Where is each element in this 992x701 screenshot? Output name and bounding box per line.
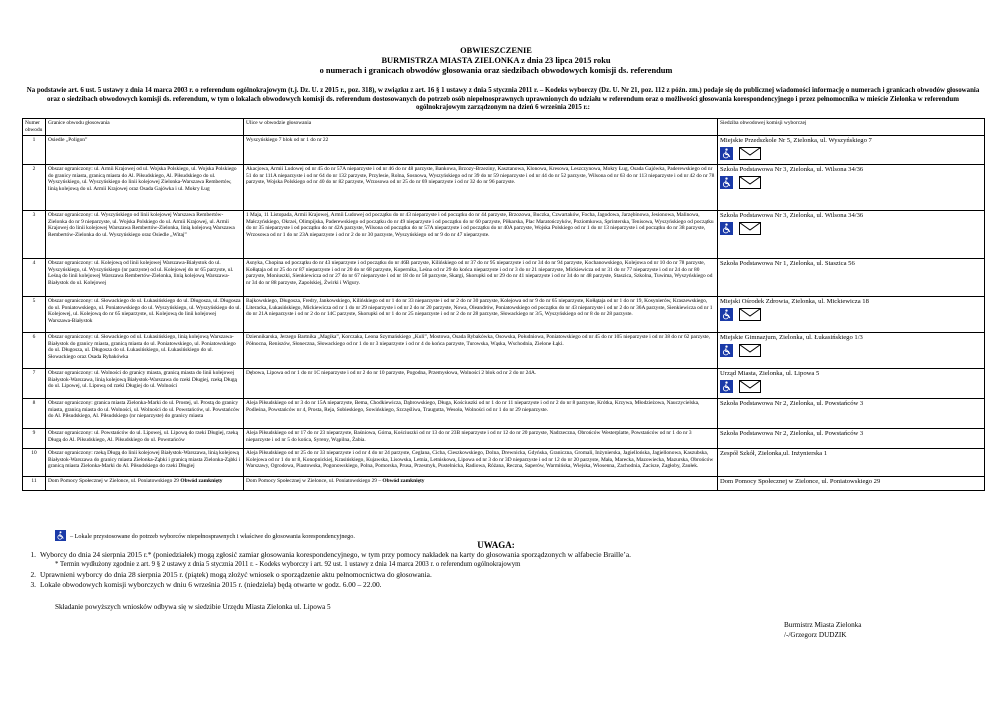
boundaries-text: Obszar ograniczony: ul. Armii Krajowej od ul. Wojska Polskiego, ul. Wojska Polskiego do granicy miasta, granicą miasta do Al. Piłsudskiego, Al. Piłsudskiego do ul. Wyszyńskiego, ul. Wyszyńskiego do linii kolejowej Zielonka-Warszawa Rembertów, linią kolejową do ul. Armii Krajowej oraz Osada Gajówka i ul. Mokry Ług — [48, 166, 237, 192]
closed-district-label: Obwód zamknięty — [382, 478, 425, 484]
district-number: 3 — [23, 211, 46, 259]
table-row — [23, 165, 985, 211]
seat-address: Miejski Ośrodek Zdrowia, Zielonka, ul. Mickiewicza 18 — [720, 298, 869, 305]
district-streets — [244, 369, 718, 399]
commission-seat — [718, 369, 985, 399]
seat-address: Szkoła Podstawowa Nr 3, Zielonka, ul. Wilsona 34/36 — [720, 166, 864, 173]
envelope-icon — [739, 344, 761, 360]
envelope-icon — [739, 147, 761, 163]
accessibility-icons — [720, 176, 982, 192]
district-number: 8 — [23, 399, 46, 429]
table-row — [23, 449, 985, 477]
streets-text: 1 Maja, 11 Listopada, Armii Krajowej, Armii Ludowej od początku do nr 43 nieparzyste i od początku do nr 44 parzyste, Brzozowa, Buczka, Czwartaków, Focha, Jagodowa, Jarzębinowa, Jesionowa, Malinowa, Małczyńskiego, Okrzei, Olimpijska, Paderewskiego od początku do nr 49 nieparzyste i od początku do nr 60 parzyste, Piłkarska, Plac Maratończyków, Poziomkowa, Sprinterska, Tenisowa, Wyszyńskiego od początku do nr 35 nieparzyste i od początku do nr 42A parzyste, Wilsona od początku do nr 57A nieparzyste i od początku do nr 40A parzyste, Wojska Polskiego od nr 1 do nr 13 nieparzyste i od początku do nr 38 parzyste, Wrzosowa od nr 1 do nr 23A nieparzyste i od nr 2 do nr 30 parzyste, Wyszyńskiego od nr 9 do nr 47 nieparzyste. — [246, 212, 714, 238]
table-header-row — [23, 119, 985, 136]
district-streets — [244, 297, 718, 333]
commission-seat — [718, 259, 985, 297]
seat-address: Szkoła Podstawowa Nr 3, Zielonka, ul. Wilsona 34/36 — [720, 212, 864, 219]
seat-address: Miejskie Przedszkole Nr 5, Zielonka, ul. Wyszyńskiego 7 — [720, 137, 872, 144]
seat-address: Szkoła Podstawowa Nr 2, Zielonka, ul. Powstańców 3 — [720, 400, 864, 407]
table-row — [23, 136, 985, 165]
note-number: 2. — [30, 570, 36, 579]
district-streets — [244, 136, 718, 165]
district-boundaries — [46, 429, 244, 449]
envelope-icon — [739, 380, 761, 396]
district-number: 5 — [23, 297, 46, 333]
table-row — [23, 333, 985, 369]
seat-address: Szkoła Podstawowa Nr 2, Zielonka, ul. Powstańców 3 — [720, 430, 864, 437]
streets-text: Bajkowskiego, Długosza, Fredry, Jankowskiego, Kilińskiego od nr 1 do nr 33 nieparzyste i od nr 2 do nr 30 parzyste, Kolejowa od nr 9 do nr 65 nieparzyste, Kołłątaja od nr 1 do nr 19, Kosynierów, Kraszewskiego, Literacka, Łukasińskiego, Mickiewicza od nr 1 do nr 29 nieparzyste i od nr 2 do nr 20 parzyste, Nowa, Oleandrów, Poniatowskiego od początku do nr 43 nieparzyste i od nr 2 do nr 36A parzyste, Sienkiewicza od nr 1 do nr 21A nieparzyste i od nr 2 do nr 14C parzyste, Skorupki od nr 1 do nr 25 nieparzyste i od nr 2 do nr 28 parzyste, Słowackiego nr 3/5, Wyszyńskiego od nr 8 do nr 28 parzyste. — [246, 298, 713, 317]
seat-address: Szkoła Podstawowa Nr 1, Zielonka, ul. Staszica 56 — [720, 260, 855, 267]
boundaries-text: Obszar ograniczony: rzeką Długą do linii kolejowej Białystok-Warszawa, linią kolejową Białystok-Warszawa do granicy miasta Zielonka-Ząbki i granicą miasta Zielonka-Ząbki i granicą miasta Zielonka-Marki do Al. Piłsudskiego do rzeki Długiej — [48, 450, 241, 469]
header-number: Numer obwodu — [23, 119, 46, 136]
header-boundaries: Granice obwodu głosowania — [46, 119, 244, 136]
district-number: 2 — [23, 165, 46, 211]
wheelchair-icon — [720, 308, 733, 324]
district-streets — [244, 259, 718, 297]
streets-text: Aleja Piłsudskiego od nr 3 do nr 15A nieparzyste, Bema, Chodkiewicza, Dąbrowskiego, Długa, Kościuszki od nr 1 do nr 11 nieparzyste i od nr 2 do nr 8 parzyste, Krótka, Krzywa, Młodzieżowa, Nauczycielska, Podleśna, Powstańców nr 4, Prosta, Reja, Sobieskiego, Sowińskiego, Szczęśliwa, Traugutta, Wesoła, Wolności od nr 1 do nr 29 nieparzyste. — [246, 400, 700, 413]
note-number: 3. — [30, 580, 36, 589]
boundaries-text: Obszar ograniczony: ul. Kolejową od linii kolejowej Warszawa-Białystok do ul. Wyszyńskiego, ul. Wyszyńskiego (nr parzyste) od ul. Kolejowej do nr 65 parzyste, ul. Leśną do linii kolejowej Warszawa Rembertów-Zielonka, linią kolejową Warszawa-Białystok do ul. Kolejowej — [48, 260, 234, 286]
note-item — [22, 580, 782, 590]
accessibility-icons — [720, 222, 982, 238]
wheelchair-icon — [720, 176, 733, 192]
district-number: 4 — [23, 259, 46, 297]
notice-title: OBWIESZCZENIE — [460, 46, 532, 55]
district-boundaries — [46, 165, 244, 211]
boundaries-text: Osiedle „Poligon” — [48, 137, 88, 143]
notice-header — [0, 46, 992, 76]
commission-seat — [718, 399, 985, 429]
note-text: Uprawnieni wyborcy do dnia 28 sierpnia 2015 r. (piątek) mogą złożyć wniosek o sporządzenie aktu pełnomocnictwa do głosowania. — [40, 570, 432, 579]
legal-basis: Na podstawie art. 6 ust. 5 ustawy z dnia 14 marca 2003 r. o referendum ogólnokrajowym (t.j. Dz. U. z 2015 r., poz. 318), w związku z art. 16 § 1 ustawy z dnia 5 stycznia 2011 r. – Kodeks wyborczy (Dz. U. Nr 21, poz. 112 z późn. zm.) podaje się do publicznej wiadomości informację o numerach i granicach obwodów głosowania oraz o siedzibach obwodowych komisji ds. referendum, w tym o lokalach obwodowych komisji ds. referendum dostosowanych do potrzeb osób niepełnosprawnych uprawnionych do udziału w referendum oraz o możliwości głosowania korespondencyjnego i przez pełnomocnika w mieście Zielonka w referendum ogólnokrajowym zarządzonym na dzień 6 września 2015 r.: — [26, 87, 980, 112]
streets-text: Aleja Piłsudskiego od nr 25 do nr 33 nieparzyste i od nr 4 do nr 24 parzyste, Ceglana, Cicha, Cieszkowskiego, Dolna, Drewnicka, Gdyńska, Graniczna, Gromali, Inżynierska, Jagiellońska, Jagiellonowa, Kaszubska, Kolejowa od nr 1 do nr 8, Konopnickiej, Krasińskiego, Kujawska, Lisowska, Letnia, Letniskowa, Lipowa od nr 3 do nr 3D nieparzyste i od nr 12 do nr 20 parzyste, Mała, Marecka, Mazowiecka, Mazurska, Obrońców Warszawy, Ogrodowa, Piastowska, Pogonowskiego, Polna, Pomorska, Prusa, Przesmyk, Pustelnicka, Radiowa, Różana, Reczna, Saperów, Warmińska, Wiejska, Wiosenna, Zachodnia, Zacisze, Zagłoby, Zaułek. — [246, 450, 714, 469]
district-boundaries — [46, 477, 244, 491]
boundaries-text: Obszar ograniczony: ul. Słowackiego do ul. Łukasińskiego do ul. Długosza, ul. Długosza do ul. Poniatowskiego, ul. Poniatowskiego do ul. Wyszyńskiego, ul. Wyszyńskiego do ul. Kolejowej, ul. Kolejową do nr 65 nieparzyste, ul. Kolejową do linii kolejowej Warszawa-Białystok — [48, 298, 241, 324]
commission-seat — [718, 449, 985, 477]
streets-text: Aleja Piłsudskiego od nr 17 do nr 23 nieparzyste, Baśniowa, Górna, Kościuszki od nr 13 do nr 23B nieparzyste i od nr 12 do nr 20 parzyste, Nadrzeczna, Obrońców Westerplatte, Powstańców od nr 1 do nr 3 nieparzyste i od nr 5 do końca, Syreny, Wąpilna, Żabia. — [246, 430, 692, 443]
district-number: 9 — [23, 429, 46, 449]
streets-text: Dębowa, Lipowa od nr 1 do nr 1C nieparzyste i od nr 2 do nr 10 parzyste, Pogodna, Przemysłowa, Wolności 2 blok od nr 2 do nr 24A. — [246, 370, 537, 376]
streets-text: Wyszyńskiego 7 blok od nr 1 do nr 22 — [246, 137, 329, 143]
streets-text: Akacjowa, Armii Ludowej od nr 45 do nr 57A nieparzyste i od nr 46 do nr 48 parzyste, Bankowa, Brzozy-Brzeziny, Kasztanowa, Klonowa, Kresowa, Leszczynowa, Mokry Ług, Osada Gajówka, Paderewskiego od nr 51 do nr 111A nieparzyste i od nr 64 do nr 132 parzyste, Przylesie, Rolna, Sosnowa, Wyszyńskiego od nr 39 do nr 59 nieparzyste i od nr 44 do nr 52 parzyste, Wilsona od nr 63 do nr 113 nieparzyste i od nr 42 do nr 78 parzyste, Wojska Polskiego od nr 40 do nr 82 parzyste, Wrzosowa od nr 25 do nr 69 nieparzyste i od nr 32 do nr 96 parzyste. — [246, 166, 715, 185]
commission-seat — [718, 477, 985, 491]
district-streets — [244, 211, 718, 259]
legend-text: – Lokale przystosowane do potrzeb wyborców niepełnosprawnych i właściwe do głosowania korespondencyjnego. — [70, 533, 355, 540]
commission-seat — [718, 333, 985, 369]
boundaries-text: Obszar ograniczony: ul. Powstańców do ul. Lipowej, ul. Lipową do rzeki Długiej, rzeką Długą do Al. Piłsudskiego, Al. Piłsudskiego do ul. Powstańców — [48, 430, 238, 443]
note-footnote — [22, 560, 782, 570]
streets-text: Dom Pomocy Społecznej w Zielonce, ul. Poniatowskiego 29 – — [246, 478, 382, 484]
note-text: Wyborcy do dnia 24 sierpnia 2015 r.* (poniedziałek) mogą zgłosić zamiar głosowania korespondencyjnego, w tym przy pomocy nakładek na karty do głosowania sporządzonych w alfabecie Braille’a. — [40, 550, 632, 559]
streets-text: Dziennikarska, Jerzego Bartnika „Magika”, Korczaka, Leona Szymańskiego „Kuli”, Mostowa, Osada Rybakówka, Osowska, Południowa, Poniatowskiego od nr 45 do nr 105 nieparzyste i od nr 38 do nr 62 parzyste, Północna, Reniszów, Słoneczna, Słowackiego od nr 1 do nr 3 nieparzyste i od nr 4 do końca parzyste, Turowska, Wąska, Wschodnia, Zielone Łąki. — [246, 334, 711, 347]
note-text: Lokale obwodowych komisji wyborczych w dniu 6 września 2015 r. (niedziela) będą otwarte w godz. 6.00 – 22.00. — [40, 580, 382, 589]
seat-address: Zespół Szkół, Zielonka,ul. Inżynierska 1 — [720, 450, 828, 457]
boundaries-text: Obszar ograniczony: ul. Słowackiego od ul. Łukasińskiego, linią kolejową Warszawa-Białystok do granicy miasta, granicą miasta do ul. Poniatowskiego, ul. Poniatowskiego do ul. Długosza, ul. Długosza do ul. Łukasińskiego, ul. Łukasińskiego do ul. Słowackiego oraz Osada Rybakówka — [48, 334, 236, 360]
wheelchair-icon — [720, 380, 733, 396]
table-row — [23, 369, 985, 399]
streets-text: Asnyka, Chopina od początku do nr 43 nieparzyste i od początku do nr 46B parzyste, Kilińskiego od nr 37 do nr 95 nieparzyste i od nr 34 do nr 94 parzyste, Kochanowskiego, Kolejowa od nr 10 do nr 78 parzyste, Kołłątaja od nr 25 do nr 87 nieparzyste i od nr 20 do nr 68 parzyste, Kopernika, Leśna od nr 29 do końca nieparzyste i od nr 3 do nr 21 nieparzyste, Mickiewicza od nr 31 do nr 77 nieparzyste i od nr 24 do nr 80 parzyste, Moniuszki, Sienkiewicza od nr 27 do nr 67 nieparzyste i od nr 18 do nr 58 parzyste, Skargi, Skorupki od nr 29 do nr 41 nieparzyste i od nr 34 do nr 48 parzyste, Staszica, Szkolna, Tuwima, Wyszyńskiego od nr 34 do nr 88 parzyste, Zapolskiej, Żwirki i Wigury. — [246, 260, 713, 286]
districts-table — [22, 118, 985, 491]
note-text: * Termin wydłużony zgodnie z art. 9 § 2 ustawy z dnia 5 stycznia 2011 r. - Kodeks wyborczy i art. 92 ust. 1 ustawy z dnia 14 marca 2003 r. o referendum ogólnokrajowym — [55, 561, 521, 568]
district-number: 7 — [23, 369, 46, 399]
district-streets — [244, 477, 718, 491]
accessibility-icons — [720, 380, 982, 396]
district-number: 6 — [23, 333, 46, 369]
submission-info: Składanie powyższych wniosków odbywa się w siedzibie Urzędu Miasta Zielonka ul. Lipowa 5 — [55, 603, 331, 611]
seat-address: Miejskie Gimnazjum, Zielonka, ul. Łukasińskiego 1/3 — [720, 334, 863, 341]
seat-address: Dom Pomocy Społecznej w Zielonce, ul. Poniatowskiego 29 — [720, 478, 881, 485]
district-boundaries — [46, 369, 244, 399]
district-boundaries — [46, 399, 244, 429]
district-boundaries — [46, 333, 244, 369]
note-item — [22, 570, 782, 580]
seat-address: Urząd Miasta, Zielonka, ul. Lipowa 5 — [720, 370, 820, 377]
note-item — [22, 550, 782, 560]
commission-seat — [718, 136, 985, 165]
district-streets — [244, 449, 718, 477]
wheelchair-icon — [720, 147, 733, 163]
notice-subtitle: BURMISTRZA MIASTA ZIELONKA z dnia 23 lipca 2015 roku — [381, 56, 611, 65]
district-boundaries — [46, 259, 244, 297]
district-boundaries — [46, 297, 244, 333]
wheelchair-icon — [720, 222, 733, 238]
district-streets — [244, 429, 718, 449]
district-number: 11 — [23, 477, 46, 491]
accessibility-icons — [720, 308, 982, 324]
table-row — [23, 211, 985, 259]
envelope-icon — [739, 176, 761, 192]
district-boundaries — [46, 136, 244, 165]
note-heading: UWAGA: — [477, 540, 515, 550]
district-number: 1 — [23, 136, 46, 165]
boundaries-text: Obszar ograniczony: ul. Wyszyńskiego od linii kolejowej Warszawa Rembertów-Zielonka do nr 9 nieparzyste, ul. Wojska Polskiego do ul. Armii Krajowej, ul. Armii Krajowej do linii kolejowej Warszawa Rembertów-Zielonka, linią kolejową Warszawa Rembertów-Zielonka do ul. Wyszyńskiego oraz Osiedle „Witaj” — [48, 212, 235, 238]
boundaries-text: Obszar ograniczony: ul. Wolności do granicy miasta, granicą miasta do linii kolejowej Białystok-Warszawa, linią kolejową Białystok-Warszawa do rzeki Długiej, rzeką Długą do ul. Lipowej, ul. Lipową od rzeki Długiej do ul. Wolności — [48, 370, 237, 389]
commission-seat — [718, 297, 985, 333]
wheelchair-icon — [720, 344, 733, 360]
table-body — [23, 136, 985, 491]
accessibility-icons — [720, 147, 982, 163]
district-boundaries — [46, 211, 244, 259]
district-streets — [244, 399, 718, 429]
boundaries-text: Obszar ograniczony: granica miasta Zielonka-Marki do ul. Prostej, ul. Prostą do granicy miasta, granicą miasta do ul. Wolności, ul. Wolności do ul. Powstańców, ul. Powstańców do Al. Piłsudskiego, Al. Piłsudskiego (nr nieparzyste) do granicy miasta — [48, 400, 240, 419]
table-row — [23, 399, 985, 429]
commission-seat — [718, 429, 985, 449]
table-row — [23, 297, 985, 333]
commission-seat — [718, 211, 985, 259]
accessibility-icons — [720, 344, 982, 360]
envelope-icon — [739, 222, 761, 238]
district-number: 10 — [23, 449, 46, 477]
signature — [784, 620, 861, 640]
closed-district-label: Obwód zamknięty — [180, 478, 223, 484]
boundaries-text: Dom Pomocy Społecznej w Zielonce, ul. Poniatowskiego 29 — [48, 478, 180, 484]
district-streets — [244, 333, 718, 369]
note-number: 1. — [30, 550, 36, 559]
signature-role: Burmistrz Miasta Zielonka — [784, 621, 862, 629]
header-seat: Siedziba obwodowej komisji wyborczej — [718, 119, 985, 136]
commission-seat — [718, 165, 985, 211]
table-row — [23, 259, 985, 297]
table-row — [23, 477, 985, 491]
district-streets — [244, 165, 718, 211]
notes-list — [22, 550, 782, 590]
header-streets: Ulice w obwodzie głosowania — [244, 119, 718, 136]
signature-name: /-/Grzegorz DUDZIK — [784, 631, 847, 639]
envelope-icon — [739, 308, 761, 324]
district-boundaries — [46, 449, 244, 477]
notice-subject: o numerach i granicach obwodów głosowania oraz siedzibach obwodowych komisji ds. referendum — [319, 66, 673, 75]
table-row — [23, 429, 985, 449]
